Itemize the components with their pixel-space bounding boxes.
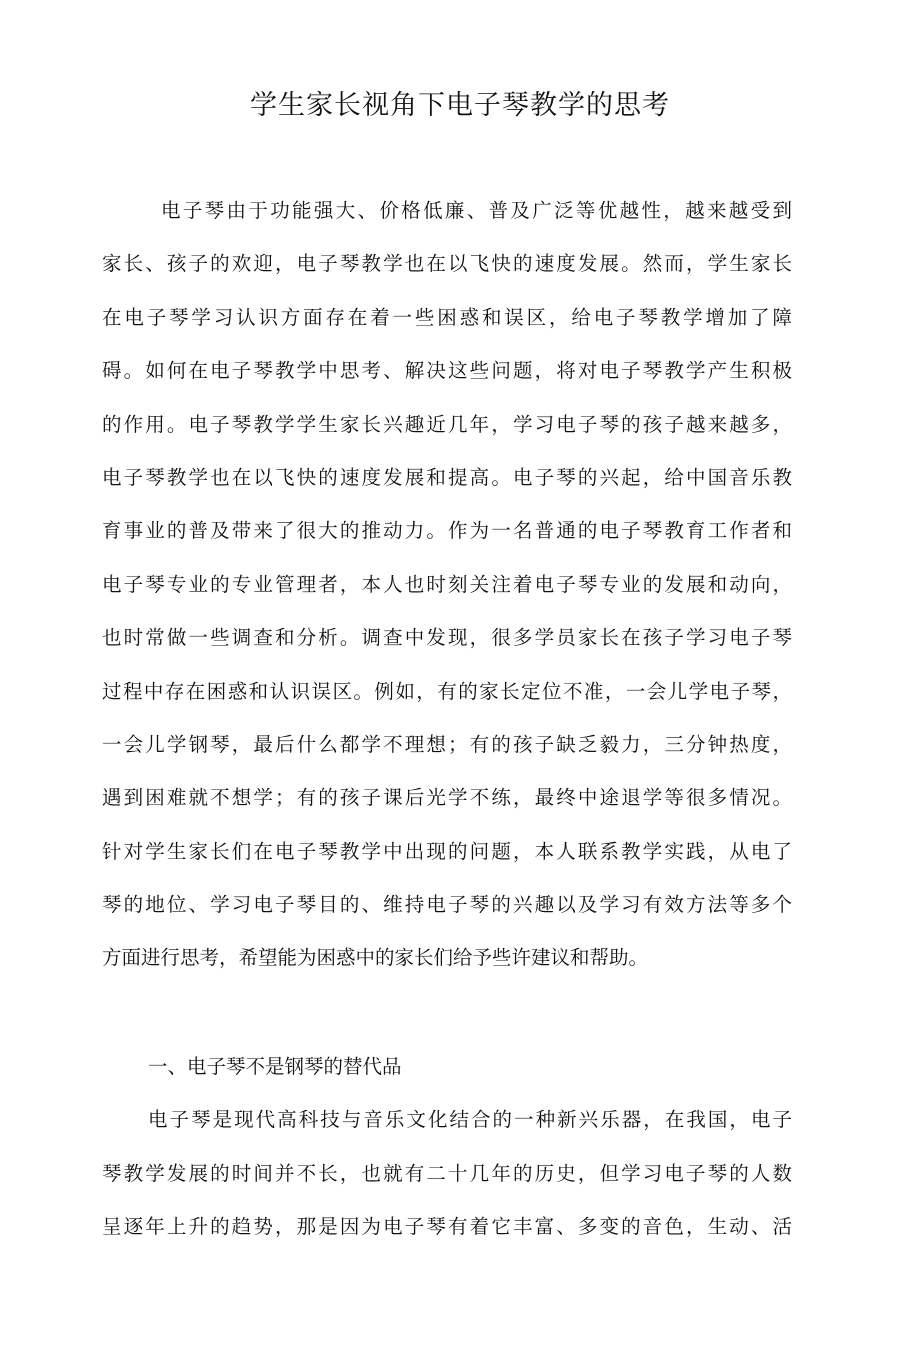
text-line: 一会儿学钢琴，最后什么都学不理想；有的孩子缺乏毅力，三分钟热度， <box>102 732 792 756</box>
text-line: 琴教学发展的时间并不长，也就有二十几年的历史，但学习电子琴的人数 <box>102 1161 792 1185</box>
text-line: 碍。如何在电子琴教学中思考、解决这些问题，将对电子琴教学产生积极 <box>102 359 792 383</box>
text-line: 电子琴是现代高科技与音乐文化结合的一种新兴乐器，在我国，电子 <box>148 1108 792 1132</box>
text-line: 针对学生家长们在电子琴教学中出现的问题，本人联系教学实践，从电了 <box>102 839 792 863</box>
text-line: 电子琴由于功能强大、价格低廉、普及广泛等优越性，越来越受到 <box>161 199 792 222</box>
section-1 <box>102 1040 792 1254</box>
text-line: 过程中存在困惑和认识误区。例如，有的家长定位不准，一会儿学电子琴， <box>102 679 792 703</box>
text-line: 方面进行思考，希望能为困惑中的家长们给予些许建议和帮助。 <box>102 946 649 970</box>
text-line: 电子琴教学也在以飞快的速度发展和提高。电子琴的兴起，给中国音乐教 <box>102 465 792 489</box>
text-line: 的作用。电子琴教学学生家长兴趣近几年，学习电子琴的孩子越来越多， <box>102 412 792 436</box>
text-line: 电子琴专业的专业管理者，本人也时刻关注着电子琴专业的发展和动向， <box>102 572 792 596</box>
intro-paragraph <box>102 184 792 985</box>
text-line: 呈逐年上升的趋势，那是因为电子琴有着它丰富、多变的音色，生动、活 <box>102 1215 792 1239</box>
text-line: 在电子琴学习认识方面存在着一些困惑和误区，给电子琴教学增加了障 <box>102 305 792 329</box>
document-title: 学生家长视角下电子琴教学的思考 <box>250 90 670 121</box>
text-line: 也时常做一些调查和分析。调查中发现，很多学员家长在孩子学习电子琴 <box>102 626 792 650</box>
text-line: 遇到困难就不想学；有的孩子课后光学不练，最终中途退学等很多情况。 <box>102 786 792 810</box>
text-line: 琴的地位、学习电子琴目的、维持电子琴的兴趣以及学习有效方法等多个 <box>102 893 792 917</box>
text-line: 家长、孩子的欢迎，电子琴教学也在以飞快的速度发展。然而，学生家长 <box>102 252 792 276</box>
section-heading: 一、电子琴不是钢琴的替代品 <box>148 1055 402 1078</box>
text-line: 育事业的普及带来了很大的推动力。作为一名普通的电子琴教育工作者和 <box>102 519 792 543</box>
